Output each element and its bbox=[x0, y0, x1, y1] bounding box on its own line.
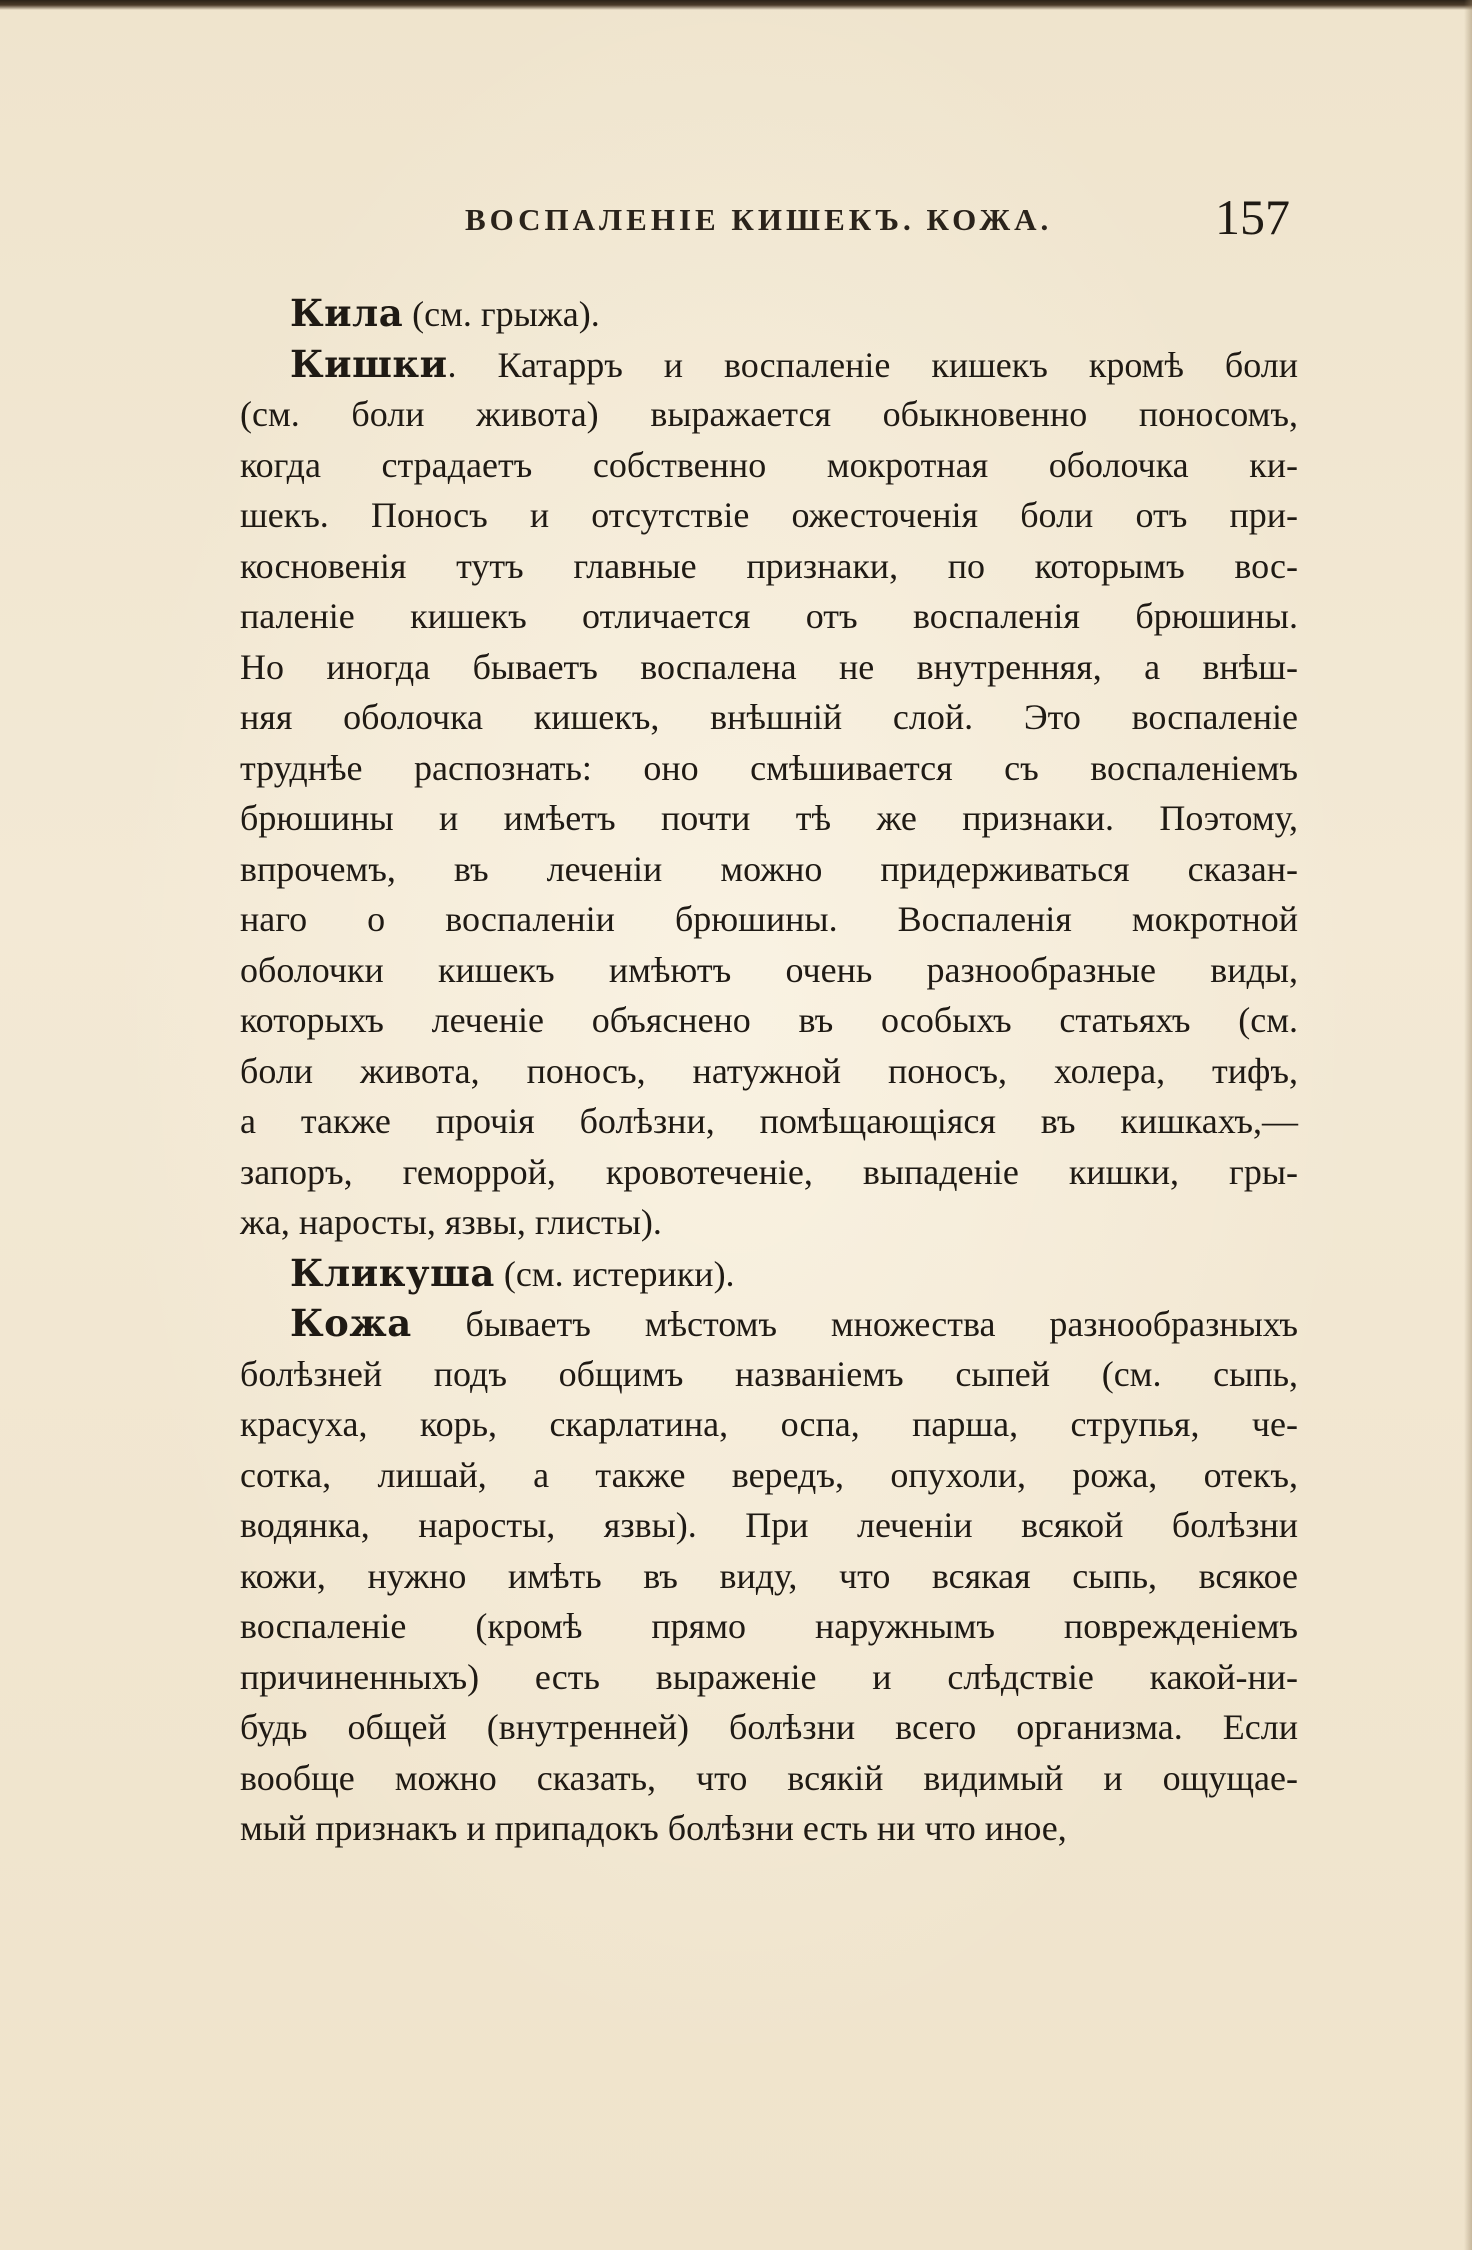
page-header bbox=[240, 188, 1290, 248]
text-line: воспаленіе (кромѣ прямо наружнымъ поврежденіемъ bbox=[240, 1606, 1298, 1646]
text-line: паленіе кишекъ отличается отъ воспаленія брюшины. bbox=[240, 596, 1298, 636]
text-line: боли живота, поносъ, натужной поносъ, холера, тифъ, bbox=[240, 1050, 1298, 1091]
entry-text: (см. истерики). bbox=[503, 1253, 735, 1294]
entry-text: бываетъ мѣстомъ множества разнообразныхъ bbox=[465, 1304, 1299, 1344]
page-number: 157 bbox=[1215, 189, 1290, 245]
text-line: оболочки кишекъ имѣютъ очень разнообразные виды, bbox=[240, 949, 1298, 990]
entry-text: . Катарръ и воспаленіе кишекъ кромѣ боли bbox=[447, 344, 1298, 385]
text-line: красуха, корь, скарлатина, оспа, парша, струпья, че- bbox=[240, 1404, 1298, 1444]
entry-kishki bbox=[240, 339, 1298, 390]
text-line: впрочемъ, въ леченіи можно придерживаться сказан- bbox=[240, 848, 1298, 889]
text-line: шекъ. Поносъ и отсутствіе ожесточенія боли отъ при- bbox=[240, 495, 1298, 535]
text-line: косновенія тутъ главные признаки, по которымъ вос- bbox=[240, 545, 1298, 586]
text-line: которыхъ леченіе объяснено въ особыхъ статьяхъ (см. bbox=[240, 1000, 1298, 1040]
text-line: а также прочія болѣзни, помѣщающіяся въ кишкахъ,— bbox=[240, 1101, 1298, 1141]
entry-term: Кликуша bbox=[290, 1250, 495, 1295]
text-line: болѣзней подъ общимъ названіемъ сыпей (см. сыпь, bbox=[240, 1353, 1298, 1394]
text-line: жа, наросты, язвы, глисты). bbox=[240, 1202, 662, 1242]
text-line: труднѣе распознать: оно смѣшивается съ воспаленіемъ bbox=[240, 747, 1298, 788]
text-line: водянка, наросты, язвы). При леченіи всякой болѣзни bbox=[240, 1505, 1298, 1545]
entry-text: (см. грыжа). bbox=[412, 294, 600, 334]
text-line: будь общей (внутренней) болѣзни всего организма. Если bbox=[240, 1707, 1298, 1747]
text-line: Но иногда бываетъ воспалена не внутренняя, а внѣш- bbox=[240, 646, 1298, 687]
text-line: кожи, нужно имѣть въ виду, что всякая сыпь, всякое bbox=[240, 1555, 1298, 1596]
page-right-edge bbox=[1464, 0, 1472, 2250]
text-line: наго о воспаленіи брюшины. Воспаленія мокротной bbox=[240, 899, 1298, 939]
entry-term: Кишки bbox=[290, 341, 448, 386]
entry-kila bbox=[240, 288, 1298, 339]
page-top-edge bbox=[0, 0, 1472, 10]
text-line: запоръ, геморрой, кровотеченіе, выпаденіе кишки, гры- bbox=[240, 1151, 1298, 1192]
text-line: вообще можно сказать, что всякій видимый и ощущае- bbox=[240, 1757, 1298, 1798]
entry-kozha bbox=[240, 1298, 1298, 1349]
text-block bbox=[240, 288, 1298, 1854]
text-line: брюшины и имѣетъ почти тѣ же признаки. Поэтому, bbox=[240, 798, 1298, 838]
text-line: сотка, лишай, а также вередъ, опухоли, рожа, отекъ, bbox=[240, 1454, 1298, 1495]
text-line: мый признакъ и припадокъ болѣзни есть ни что иное, bbox=[240, 1808, 1067, 1848]
text-line: (см. боли живота) выражается обыкновенно поносомъ, bbox=[240, 394, 1298, 434]
entry-term: Кожа bbox=[290, 1301, 412, 1345]
text-line: когда страдаетъ собственно мокротная оболочка ки- bbox=[240, 444, 1298, 485]
text-line: няя оболочка кишекъ, внѣшній слой. Это воспаленіе bbox=[240, 697, 1298, 737]
entry-term: Кила bbox=[290, 291, 404, 335]
entry-klikusha bbox=[240, 1248, 1298, 1299]
running-head: ВОСПАЛЕНІЕ КИШЕКЪ. КОЖА. bbox=[465, 202, 1053, 237]
text-line: причиненныхъ) есть выраженіе и слѣдствіе какой-ни- bbox=[240, 1656, 1298, 1697]
